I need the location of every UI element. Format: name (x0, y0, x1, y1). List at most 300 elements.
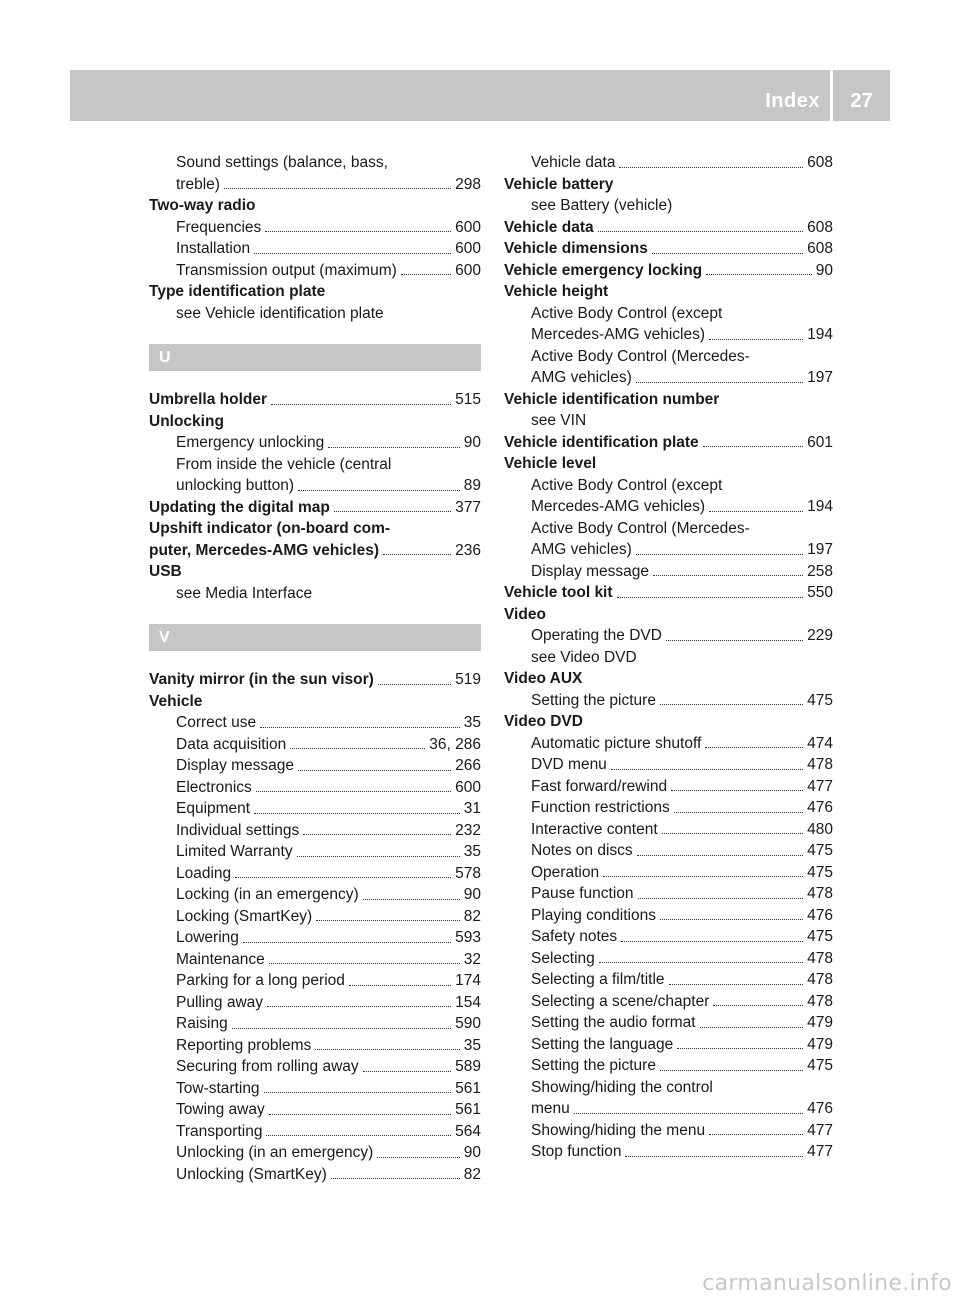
index-entry (504, 174, 833, 196)
entry-label: Equipment (176, 800, 251, 817)
index-subentry (504, 561, 833, 583)
entry-label: Showing/hiding the control (531, 1078, 713, 1096)
entry-label: Fast forward/rewind (531, 777, 668, 795)
entry-label: AMG vehicles) (531, 369, 632, 386)
entry-page-number: 593 (455, 929, 481, 946)
entry-page-number: 515 (455, 391, 481, 408)
entry-page-number: 35 (463, 714, 481, 731)
index-subentry (504, 948, 833, 970)
index-subentry (504, 883, 833, 905)
entry-label: Vehicle identification number (504, 390, 720, 408)
leader-dots (363, 1071, 451, 1072)
index-subentry (504, 367, 833, 389)
index-subentry (504, 152, 833, 174)
index-subentry (149, 475, 481, 497)
index-subentry (504, 518, 833, 540)
entry-label: Video AUX (504, 670, 583, 687)
entry-page-number: 82 (463, 907, 481, 925)
entry-page-number: 31 (463, 800, 481, 817)
index-entry (149, 497, 481, 519)
page-title: Index (765, 90, 820, 112)
entry-page-number: 232 (455, 821, 481, 839)
leader-dots (254, 813, 460, 814)
index-entry (149, 540, 481, 562)
leader-dots (709, 1134, 803, 1135)
watermark: carmanualsonline.info (702, 1271, 952, 1296)
entry-label: Vehicle data (531, 154, 616, 171)
entry-label: Selecting (531, 949, 595, 967)
index-subentry (149, 1078, 481, 1100)
leader-dots (298, 490, 460, 491)
leader-dots (713, 1005, 803, 1006)
entry-label: Emergency unlocking (176, 434, 325, 451)
index-subentry (504, 1034, 833, 1056)
index-subentry (149, 906, 481, 928)
entry-page-number: 608 (807, 154, 833, 171)
entry-label: Active Body Control (except (531, 304, 723, 322)
leader-dots (331, 1178, 460, 1179)
leader-dots (269, 1114, 451, 1115)
entry-label: Vehicle data (504, 218, 594, 236)
entry-page-number: 519 (455, 671, 481, 688)
entry-label: Video DVD (504, 713, 583, 730)
entry-label: Setting the picture (531, 1057, 656, 1074)
entry-page-number: 194 (807, 326, 833, 343)
entry-label: Parking for a long period (176, 972, 345, 989)
leader-dots (660, 1070, 803, 1071)
entry-label: Umbrella holder (149, 391, 267, 408)
leader-dots (706, 274, 812, 275)
entry-page-number: 229 (807, 627, 833, 644)
index-subentry (504, 926, 833, 948)
index-subentry (149, 303, 481, 325)
entry-label: puter, Mercedes-AMG vehicles) (149, 541, 379, 559)
entry-label: Sound settings (balance, bass, (176, 154, 388, 171)
index-subentry (504, 1012, 833, 1034)
entry-page-number: 476 (807, 906, 833, 924)
leader-dots (671, 790, 803, 791)
index-subentry (504, 969, 833, 991)
leader-dots (383, 554, 451, 555)
entry-page-number: 197 (807, 369, 833, 386)
entry-label: Data acquisition (176, 735, 287, 753)
entry-page-number: 258 (807, 562, 833, 580)
entry-label: AMG vehicles) (531, 541, 632, 558)
entry-label: see Video DVD (531, 648, 637, 666)
entry-page-number: 479 (807, 1035, 833, 1053)
index-entry (149, 195, 481, 217)
entry-page-number: 561 (455, 1079, 481, 1097)
entry-page-number: 600 (455, 261, 481, 279)
index-entry (504, 217, 833, 239)
entry-label: DVD menu (531, 756, 607, 773)
entry-label: see Battery (vehicle) (531, 197, 673, 214)
index-subentry (149, 454, 481, 476)
entry-page-number: 608 (807, 218, 833, 236)
index-entry (504, 432, 833, 454)
entry-label: Loading (176, 864, 232, 882)
entry-page-number: 377 (455, 498, 481, 516)
entry-page-number: 589 (455, 1058, 481, 1075)
entry-page-number: 600 (455, 218, 481, 236)
entry-label: Operating the DVD (531, 627, 662, 644)
index-entry (504, 711, 833, 733)
entry-label: Vehicle dimensions (504, 240, 648, 257)
index-entry (149, 669, 481, 691)
index-subentry (149, 583, 481, 605)
index-subentry (504, 324, 833, 346)
entry-label: Selecting a film/title (531, 971, 665, 988)
entry-label: Electronics (176, 778, 252, 796)
leader-dots (256, 791, 451, 792)
leader-dots (315, 1049, 459, 1050)
entry-label: Playing conditions (531, 906, 656, 924)
index-subentry (504, 1098, 833, 1120)
leader-dots (621, 941, 803, 942)
index-subentry (504, 797, 833, 819)
index-entry (149, 518, 481, 540)
entry-label: Active Body Control (except (531, 476, 723, 494)
leader-dots (660, 704, 803, 705)
entry-label: Unlocking (149, 412, 224, 430)
leader-dots (599, 962, 803, 963)
entry-label: Securing from rolling away (176, 1058, 359, 1075)
entry-label: Unlocking (SmartKey) (176, 1165, 327, 1183)
leader-dots (243, 942, 451, 943)
leader-dots (378, 684, 451, 685)
entry-label: see VIN (531, 412, 587, 429)
index-group-u (149, 389, 481, 604)
leader-dots (271, 404, 451, 405)
entry-label: Selecting a scene/chapter (531, 992, 710, 1010)
entry-page-number: 600 (455, 240, 481, 257)
leader-dots (264, 1092, 452, 1093)
entry-label: Setting the language (531, 1035, 674, 1053)
index-subentry (149, 798, 481, 820)
leader-dots (617, 597, 804, 598)
entry-page-number: 550 (807, 584, 833, 601)
leader-dots (619, 167, 803, 168)
entry-label: Automatic picture shutoff (531, 734, 702, 752)
entry-page-number: 154 (455, 993, 481, 1011)
index-subentry (149, 174, 481, 196)
index-subentry (504, 539, 833, 561)
index-subentry (504, 1120, 833, 1142)
entry-page-number: 298 (455, 175, 481, 193)
entry-label: USB (149, 563, 182, 580)
index-subentry (504, 1077, 833, 1099)
index-subentry (504, 625, 833, 647)
index-subentry (504, 496, 833, 518)
page-header (70, 70, 890, 121)
entry-page-number: 35 (463, 843, 481, 860)
index-subentry (149, 949, 481, 971)
entry-page-number: 477 (807, 1121, 833, 1139)
entry-label: Transmission output (maximum) (176, 261, 397, 279)
index-subentry (149, 884, 481, 906)
entry-page-number: 82 (463, 1165, 481, 1183)
entry-label: Display message (176, 757, 295, 774)
entry-page-number: 236 (455, 541, 481, 559)
entry-label: Locking (SmartKey) (176, 907, 313, 925)
index-subentry (504, 776, 833, 798)
entry-page-number: 477 (807, 777, 833, 795)
leader-dots (235, 877, 451, 878)
entry-page-number: 36, 286 (429, 735, 481, 753)
entry-label: Vehicle tool kit (504, 584, 613, 601)
leader-dots (303, 834, 451, 835)
index-entry (149, 389, 481, 411)
index-subentry (504, 819, 833, 841)
index-subentry (149, 152, 481, 174)
leader-dots (662, 833, 803, 834)
entry-page-number: 478 (807, 756, 833, 773)
index-subentry (504, 840, 833, 862)
entry-page-number: 475 (807, 691, 833, 709)
index-entry (504, 281, 833, 303)
index-entry (149, 411, 481, 433)
leader-dots (266, 1135, 451, 1136)
entry-page-number: 478 (807, 949, 833, 967)
entry-label: Maintenance (176, 950, 265, 968)
leader-dots (625, 1156, 803, 1157)
entry-label: Upshift indicator (on-board com- (149, 520, 391, 537)
entry-label: Lowering (176, 929, 239, 946)
entry-label: Limited Warranty (176, 843, 293, 860)
entry-label: Pause function (531, 885, 634, 902)
index-entry (504, 453, 833, 475)
leader-dots (224, 188, 451, 189)
entry-label: Operation (531, 863, 600, 881)
entry-page-number: 89 (463, 477, 481, 494)
entry-label: Showing/hiding the menu (531, 1121, 706, 1139)
entry-page-number: 561 (455, 1101, 481, 1118)
entry-label: treble) (176, 175, 220, 193)
leader-dots (363, 899, 460, 900)
entry-page-number: 601 (807, 433, 833, 451)
entry-page-number: 174 (455, 972, 481, 989)
entry-label: Stop function (531, 1143, 622, 1160)
entry-label: Transporting (176, 1122, 263, 1140)
entry-label: Locking (in an emergency) (176, 886, 359, 903)
entry-page-number: 475 (807, 1057, 833, 1074)
leader-dots (290, 748, 425, 749)
index-subentry (504, 303, 833, 325)
section-letter-u: U (149, 344, 481, 371)
entry-label: Interactive content (531, 820, 658, 838)
leader-dots (298, 770, 451, 771)
entry-label: Vehicle level (504, 455, 597, 472)
index-group-v (149, 669, 481, 1185)
entry-label: Vehicle battery (504, 175, 614, 193)
index-entry (504, 260, 833, 282)
entry-label: Reporting problems (176, 1036, 312, 1054)
entry-label: Vanity mirror (in the sun visor) (149, 671, 374, 688)
entry-page-number: 90 (463, 434, 481, 451)
entry-label: Safety notes (531, 928, 618, 945)
index-subentry (504, 1055, 833, 1077)
entry-page-number: 475 (807, 863, 833, 881)
index-subentry (149, 1142, 481, 1164)
index-column-right (504, 152, 833, 1163)
leader-dots (349, 985, 451, 986)
entry-label: Tow-starting (176, 1079, 260, 1097)
entry-label: Updating the digital map (149, 498, 330, 516)
index-subentry (504, 410, 833, 432)
entry-page-number: 479 (807, 1014, 833, 1031)
leader-dots (598, 231, 804, 232)
index-subentry (149, 1121, 481, 1143)
index-subentry (149, 863, 481, 885)
entry-page-number: 90 (463, 886, 481, 903)
entry-label: Two-way radio (149, 197, 256, 214)
index-entry (504, 238, 833, 260)
entry-label: Mercedes-AMG vehicles) (531, 498, 705, 515)
entry-label: Active Body Control (Mercedes- (531, 347, 750, 365)
leader-dots (705, 747, 803, 748)
leader-dots (232, 1028, 451, 1029)
index-subentry (504, 905, 833, 927)
entry-page-number: 478 (807, 992, 833, 1010)
entry-label: Mercedes-AMG vehicles) (531, 326, 705, 343)
leader-dots (377, 1157, 459, 1158)
index-entry (504, 582, 833, 604)
entry-label: Frequencies (176, 218, 262, 236)
leader-dots (265, 231, 451, 232)
leader-dots (638, 898, 804, 899)
entry-label: Towing away (176, 1101, 265, 1118)
index-subentry (504, 690, 833, 712)
entry-page-number: 478 (807, 885, 833, 902)
entry-page-number: 564 (455, 1122, 481, 1140)
entry-label: Individual settings (176, 821, 300, 839)
entry-page-number: 590 (455, 1015, 481, 1032)
entry-page-number: 476 (807, 799, 833, 816)
entry-page-number: 578 (455, 864, 481, 882)
entry-label: Notes on discs (531, 842, 633, 859)
leader-dots (574, 1113, 803, 1114)
entry-page-number: 475 (807, 842, 833, 859)
leader-dots (637, 855, 803, 856)
index-subentry (504, 195, 833, 217)
entry-page-number: 476 (807, 1100, 833, 1117)
leader-dots (677, 1048, 803, 1049)
entry-label: Unlocking (in an emergency) (176, 1144, 374, 1161)
entry-label: From inside the vehicle (central (176, 455, 392, 473)
entry-label: Function restrictions (531, 799, 670, 816)
entry-page-number: 266 (455, 757, 481, 774)
entry-page-number: 474 (807, 734, 833, 752)
leader-dots (709, 511, 803, 512)
index-subentry (149, 1164, 481, 1186)
entry-label: menu (531, 1100, 570, 1117)
entry-label: Correct use (176, 714, 257, 731)
entry-label: Raising (176, 1015, 228, 1032)
leader-dots (603, 876, 803, 877)
index-subentry (149, 841, 481, 863)
leader-dots (611, 769, 803, 770)
index-subentry (149, 712, 481, 734)
entry-page-number: 35 (463, 1036, 481, 1054)
entry-page-number: 477 (807, 1143, 833, 1160)
index-subentry (149, 1056, 481, 1078)
index-subentry (149, 238, 481, 260)
index-entry (504, 604, 833, 626)
entry-label: unlocking button) (176, 477, 295, 494)
leader-dots (334, 511, 451, 512)
index-subentry (504, 647, 833, 669)
entry-page-number: 32 (463, 950, 481, 968)
index-entry (149, 561, 481, 583)
entry-page-number: 608 (807, 240, 833, 257)
entry-label: Setting the audio format (531, 1014, 696, 1031)
index-subentry (149, 1099, 481, 1121)
entry-label: Pulling away (176, 993, 264, 1011)
leader-dots (652, 253, 803, 254)
entry-label: Vehicle emergency locking (504, 261, 703, 279)
leader-dots (316, 920, 460, 921)
entry-label: see Media Interface (176, 584, 313, 602)
index-subentry (149, 927, 481, 949)
leader-dots (254, 253, 451, 254)
index-group-top (149, 152, 481, 324)
entry-page-number: 478 (807, 971, 833, 988)
index-subentry (149, 260, 481, 282)
index-subentry (504, 475, 833, 497)
index-subentry (504, 346, 833, 368)
leader-dots (636, 554, 803, 555)
entry-page-number: 194 (807, 498, 833, 515)
index-subentry (149, 1035, 481, 1057)
leader-dots (328, 447, 460, 448)
index-subentry (504, 733, 833, 755)
index-subentry (149, 755, 481, 777)
index-entry (504, 668, 833, 690)
leader-dots (660, 919, 803, 920)
entry-page-number: 90 (815, 261, 833, 279)
leader-dots (709, 339, 803, 340)
entry-label: Active Body Control (Mercedes- (531, 519, 750, 537)
index-subentry (504, 754, 833, 776)
index-subentry (504, 1141, 833, 1163)
leader-dots (674, 812, 803, 813)
entry-label: Vehicle height (504, 283, 609, 300)
index-entry (504, 389, 833, 411)
index-subentry (149, 777, 481, 799)
leader-dots (703, 446, 803, 447)
entry-label: Vehicle identification plate (504, 433, 699, 451)
entry-label: Setting the picture (531, 691, 656, 709)
index-subentry (149, 992, 481, 1014)
entry-label: Video (504, 605, 546, 623)
entry-page-number: 90 (463, 1144, 481, 1161)
leader-dots (267, 1006, 451, 1007)
index-subentry (149, 1013, 481, 1035)
leader-dots (401, 274, 451, 275)
index-column-left (149, 152, 481, 1185)
entry-page-number: 480 (807, 820, 833, 838)
leader-dots (269, 963, 460, 964)
entry-page-number: 600 (455, 778, 481, 796)
entry-label: Installation (176, 240, 251, 257)
leader-dots (260, 727, 460, 728)
index-entry (149, 691, 481, 713)
entry-label: Vehicle (149, 692, 203, 710)
leader-dots (669, 984, 804, 985)
index-subentry (149, 970, 481, 992)
entry-label: Display message (531, 562, 650, 580)
leader-dots (653, 575, 803, 576)
